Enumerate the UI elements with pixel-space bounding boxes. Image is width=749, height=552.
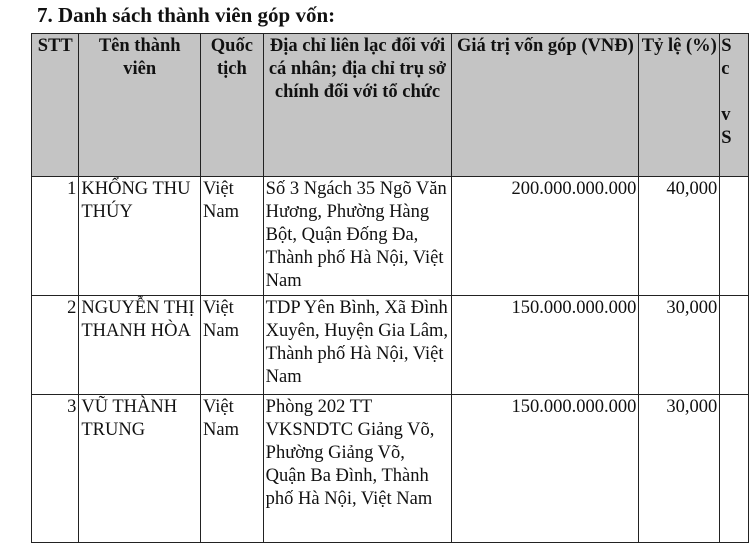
- col-nationality: Quốc tịch: [201, 34, 264, 177]
- cell-truncated: [720, 296, 749, 395]
- table-header-row: [32, 34, 749, 177]
- cell-stt: 1: [32, 177, 79, 296]
- cell-nationality: Việt Nam: [201, 177, 264, 296]
- cell-nationality: Việt Nam: [201, 296, 264, 395]
- cell-value: 150.000.000.000: [452, 296, 639, 395]
- section-heading: 7. Danh sách thành viên góp vốn:: [37, 3, 336, 27]
- cell-address: Số 3 Ngách 35 Ngõ Văn Hương, Phường Hàng Bột, Quận Đống Đa, Thành phố Hà Nội, Việt Nam: [263, 177, 452, 296]
- table-row: [32, 296, 749, 395]
- col-address: Địa chỉ liên lạc đối với cá nhân; địa chỉ trụ sở chính đối với tổ chức: [263, 34, 452, 177]
- cell-truncated: [720, 177, 749, 296]
- cell-value: 150.000.000.000: [452, 395, 639, 543]
- cell-truncated: [720, 395, 749, 543]
- cell-value: 200.000.000.000: [452, 177, 639, 296]
- col-truncated: S c v S: [720, 34, 749, 177]
- cell-nationality: Việt Nam: [201, 395, 264, 543]
- table-row: [32, 177, 749, 296]
- col-ratio: Tỷ lệ (%): [639, 34, 720, 177]
- col-name: Tên thành viên: [79, 34, 201, 177]
- cell-ratio: 30,000: [639, 296, 720, 395]
- cell-address: Phòng 202 TT VKSNDTC Giảng Võ, Phường Giảng Võ, Quận Ba Đình, Thành phố Hà Nội, Việt Nam: [263, 395, 452, 543]
- cell-name: NGUYỄN THỊ THANH HÒA: [79, 296, 201, 395]
- members-table: [31, 33, 749, 543]
- cell-stt: 2: [32, 296, 79, 395]
- cell-name: KHỔNG THU THÚY: [79, 177, 201, 296]
- cell-ratio: 30,000: [639, 395, 720, 543]
- cell-stt: 3: [32, 395, 79, 543]
- cell-ratio: 40,000: [639, 177, 720, 296]
- table-row: [32, 395, 749, 543]
- col-value: Giá trị vốn góp (VNĐ): [452, 34, 639, 177]
- cell-address: TDP Yên Bình, Xã Đình Xuyên, Huyện Gia Lâm, Thành phố Hà Nội, Việt Nam: [263, 296, 452, 395]
- cell-name: VŨ THÀNH TRUNG: [79, 395, 201, 543]
- col-stt: STT: [32, 34, 79, 177]
